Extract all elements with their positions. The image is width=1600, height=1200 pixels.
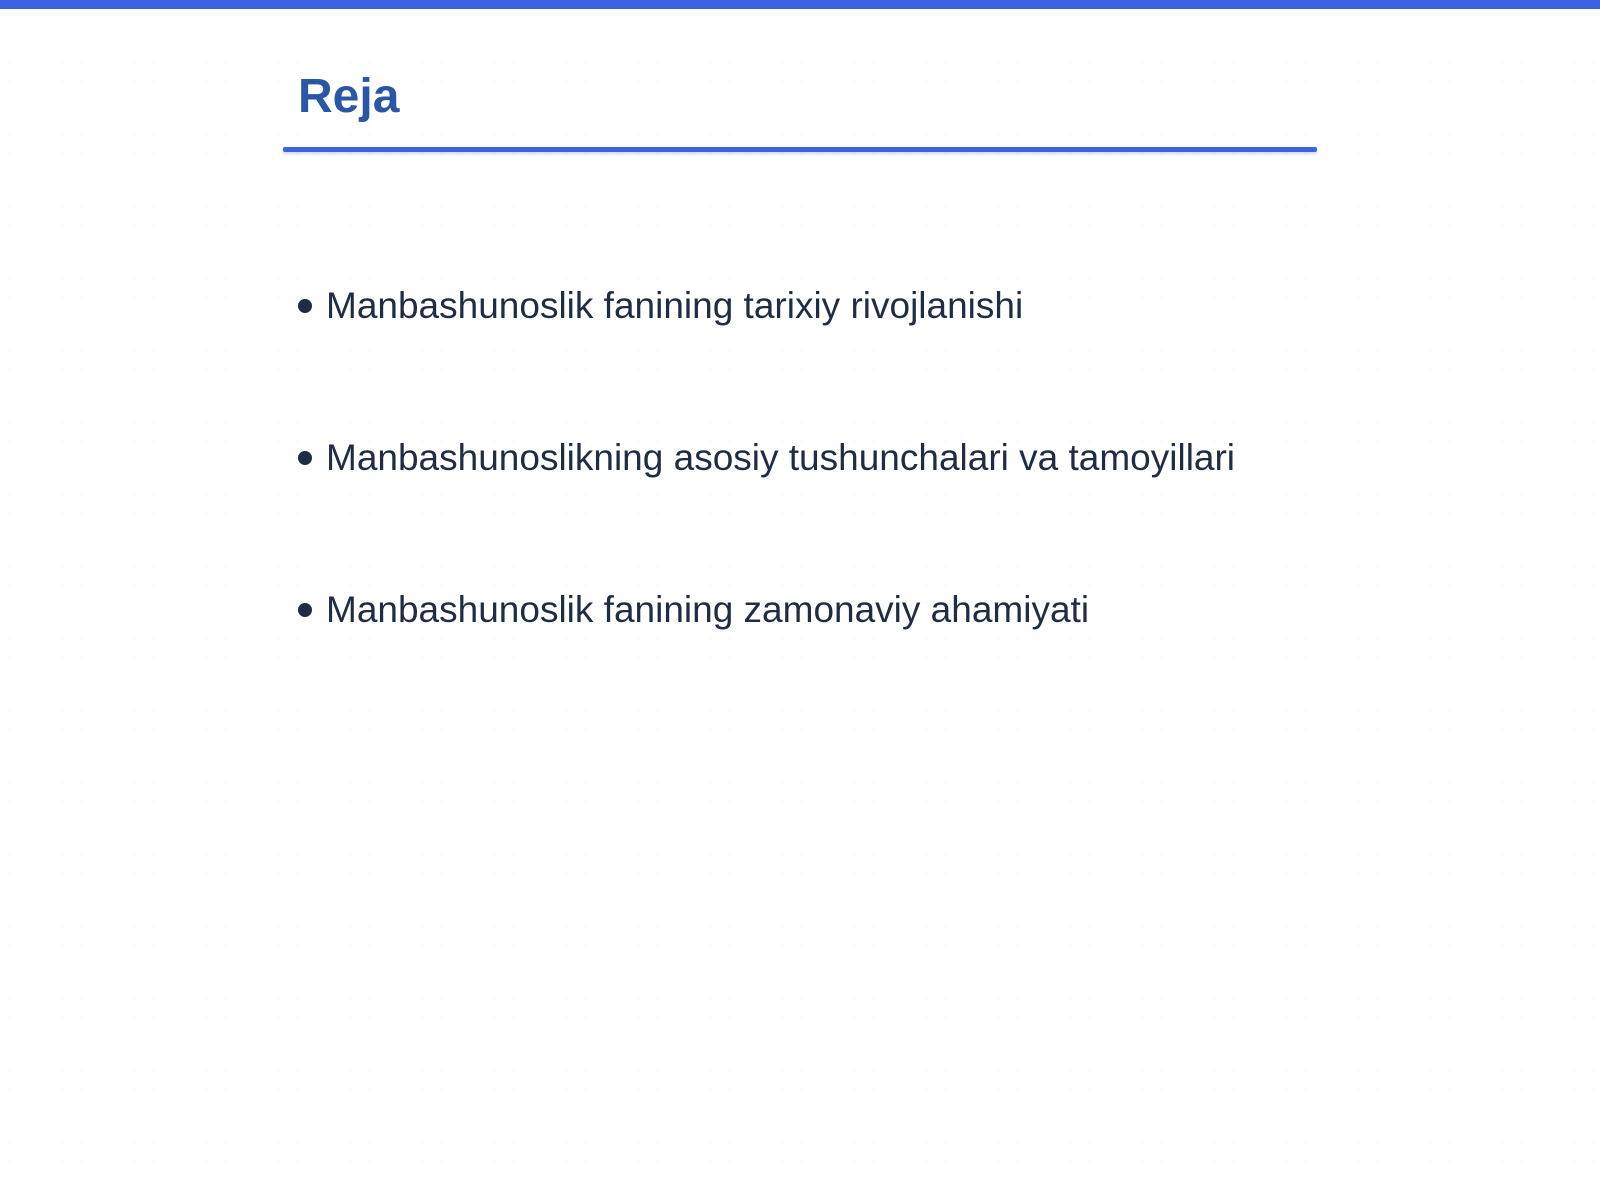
title-underline xyxy=(283,147,1317,152)
list-item xyxy=(298,430,1235,486)
bullet-icon xyxy=(298,451,312,465)
bullet-text: Manbashunoslikning asosiy tushunchalari va tamoyillari xyxy=(326,436,1236,478)
bullet-icon xyxy=(298,299,312,313)
list-item xyxy=(298,278,1235,334)
bullet-text: Manbashunoslik fanining tarixiy rivojlanishi xyxy=(326,284,1024,326)
slide-title: Reja xyxy=(298,70,400,123)
bullet-text: Manbashunoslik fanining zamonaviy ahamiyati xyxy=(326,588,1090,630)
bullet-list xyxy=(298,278,1235,734)
bullet-icon xyxy=(298,603,312,617)
list-item xyxy=(298,582,1235,638)
top-accent-bar xyxy=(0,0,1600,9)
